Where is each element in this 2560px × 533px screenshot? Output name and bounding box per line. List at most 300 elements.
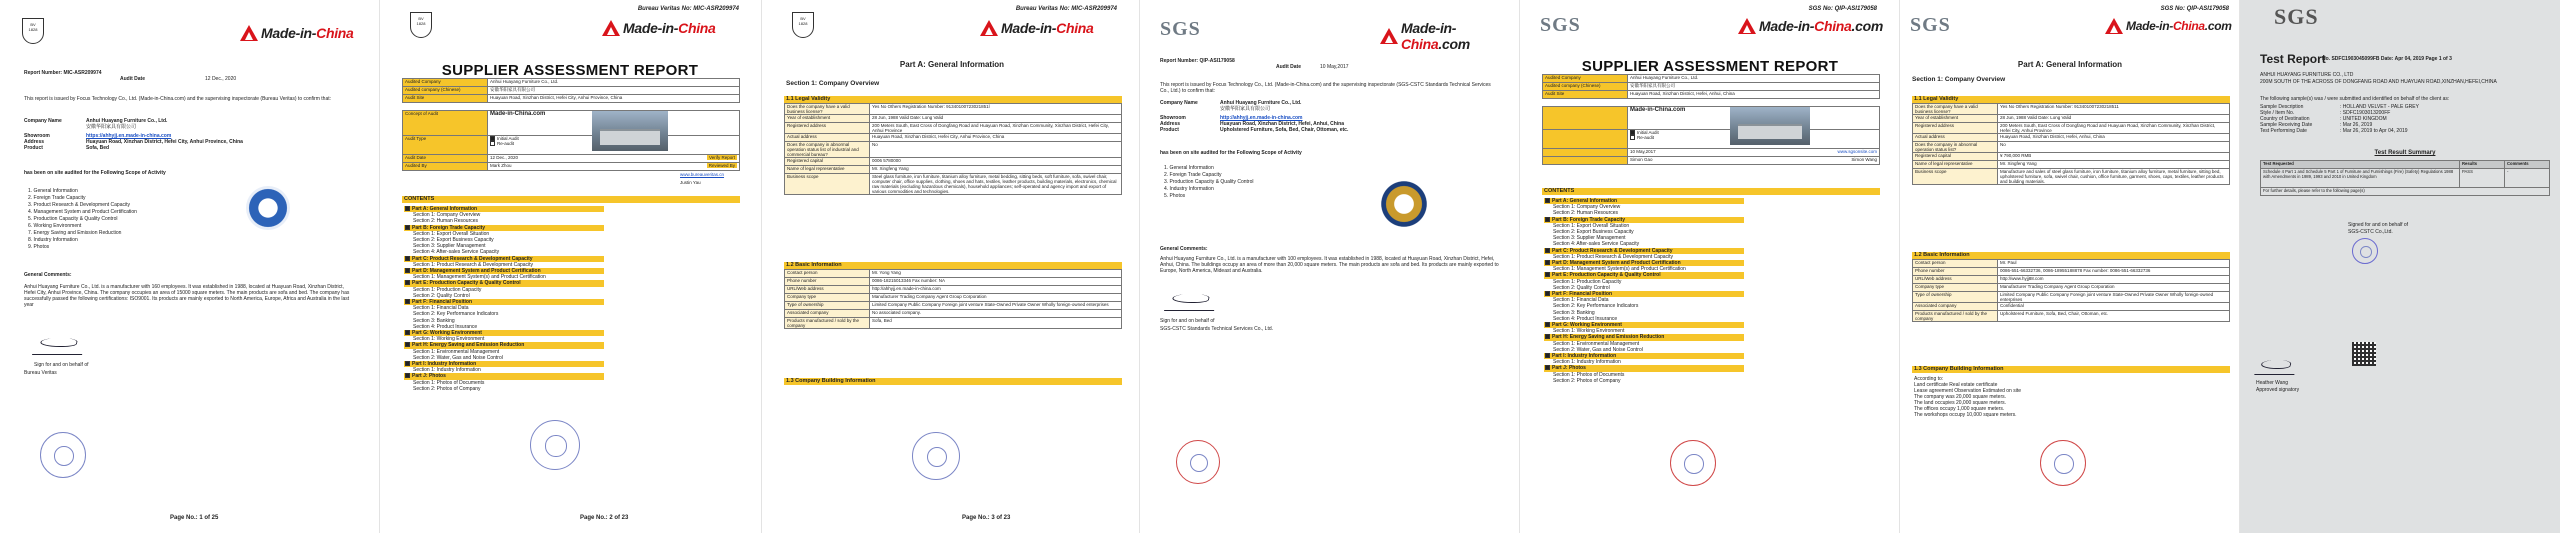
contents-section: Section 4: Product Insurance — [413, 323, 478, 330]
building-line: Land certificate Real estate certificate — [1914, 382, 1998, 388]
row-label: Actual address — [785, 134, 870, 142]
contents-section: Section 1: Production Capacity — [1553, 278, 1622, 285]
checkbox-icon — [405, 330, 410, 335]
contents-section: Section 1: Management System(s) and Product Certification — [1553, 266, 1686, 273]
report-number: SGS No: QIP-ASI179058 — [2160, 6, 2229, 12]
table-row — [1913, 115, 2230, 123]
address-value: Huayuan Road, Xinzhan District, Hefei City, Anhui Province, China — [86, 139, 243, 145]
report-page-3 — [762, 0, 1140, 533]
contents-section: Section 1: Production Capacity — [413, 286, 482, 293]
row-label: Phone number — [785, 278, 870, 286]
qr-code — [2352, 342, 2376, 366]
basic-info-table — [784, 269, 1122, 329]
contents-part: Part C: Product Research & Development Capacity — [404, 256, 604, 262]
summary-title: Test Result Summary — [2374, 150, 2436, 156]
sample-label: Style / Item No. — [2260, 110, 2295, 116]
sample-value: : UNITED KINGDOM — [2340, 116, 2387, 122]
table-row — [785, 294, 1122, 302]
contents-section: Section 1: Export Overall Situation — [413, 230, 490, 237]
audit-date: 10 May,2017 — [1320, 64, 1349, 70]
legal-validity-header: 1.1 Legal Validity — [784, 96, 1122, 103]
general-comments: Anhui Huayang Furniture Co., Ltd. is a manufacturer with 100 employees. It was established in 1988, located at Huayuan Road, Xinzhan District, Hefei, Anhui, China. The buildings occupy an area of more than 20,000 square meters. The main products are sofa and bed. Its products are mainly exported to Europe, North America, Mideast and Australia. — [1160, 256, 1499, 274]
contents-section: Section 2: Human Resources — [1553, 210, 1619, 217]
checkbox-icon — [405, 256, 410, 261]
sign-on-behalf: Sign for and on behalf of — [34, 362, 89, 368]
general-comments: Anhui Huayang Furniture Co., Ltd. is a manufacturer with 160 employees. It was established in 1988, located at Huayuan Road, Xinzhan District, Hefei City, Anhui Province, China. The company occupies an area of 15000 square meters. The main products are sofa and bed. The company has successfully passed the following certifications: ISO9001. Its products are mainly exported to North America, Europe, Africa and Australia in the last year — [24, 284, 350, 308]
section-title: Section 1: Company Overview — [1912, 76, 2006, 83]
contents-section: Section 2: Export Business Capacity — [1553, 229, 1634, 236]
row-value: http://www.hyjj88.com — [1998, 276, 2230, 284]
row-value: http://ahhyjj.en.made-in-china.com — [870, 286, 1122, 294]
checkbox-icon — [405, 373, 410, 378]
applicant-address: 200M SOUTH OF THE ACROSS OF DONGFANG ROAD AND HUAYUAN ROAD,XINZHAN,HEFEI,CHINA — [2260, 79, 2497, 85]
row-value: Yes No Others Registration Number: 913401007230218511 — [1998, 104, 2230, 115]
basic-info-header: 1.2 Basic Information — [784, 262, 1122, 269]
table-row — [1913, 169, 2230, 185]
company-building-photo — [592, 111, 668, 151]
table-row — [1913, 104, 2230, 115]
row-label: Type of ownership — [1913, 292, 1998, 303]
contents-section: Section 1: Company Overview — [1553, 204, 1621, 211]
building-info-header: 1.3 Company Building Information — [1912, 366, 2230, 373]
row-value: 0006 5780000 — [870, 158, 1122, 166]
checkbox-icon — [1545, 198, 1550, 203]
contents-part: Part H: Energy Saving and Emission Reduction — [404, 342, 604, 348]
contents-part: Part A: General Information — [1544, 198, 1744, 204]
contents-section: Section 3: Supplier Management — [413, 243, 486, 250]
contents-section: Section 2: Quality Control — [1553, 284, 1610, 291]
building-line: The workshops occupy 10,000 square meters. — [1914, 412, 2017, 418]
table-row — [1913, 142, 2230, 153]
scope-list — [28, 188, 137, 251]
official-stamp — [2040, 440, 2086, 486]
checkbox-icon — [1545, 334, 1550, 339]
test-report-number: No. SDFC1903045099FB Date: Apr 04, 2019 Page 1 of 3 — [2322, 56, 2452, 62]
company-name-cn: 安徽华阳家具有限公司 — [86, 124, 137, 130]
checkbox-icon — [1545, 217, 1550, 222]
report-page-1: BV 1828 Made-in-China Report Number: MIC-ASR209974 Audit Date 12 Dec., 2020 This report is issued by Focus Technology Co., Ltd. (Made-in-China.com) and the supervising inspectorate (Bureau Veritas) to confirm that: Company Name Anhui Huayang Furniture Co., Ltd. 安徽华阳家具有限公司 Showroom https://ahhyjj.en.made-in-china.com Address Huayuan Road, Xinzhan District, Hefei City, Anhui Province, China Product Sofa, Bed has been on site audited for the Following Scope of Activity 1. General Information 2. Foreign Trade Capacity 3. Product Research & Development Capacity 4. Management System and Product Certification 5. Production Capacity & Quality Control 6. Working Environment 7. Energy Saving and Emission Reduction 8. Industry Information 9. Photos General Comments: Anhui Huayang Furniture Co., Ltd. is a manufacturer with 160 employees. It was established in 1988, located at Huayuan Road, Xinzhan District, Hefei City, Anhui Province, China. The company occupies an area of 15000 square meters. The main products are sofa and bed. The company has successfully passed the following certifications: ISO9001. Its products are mainly exported to North America, Europe, Africa and Australia in the last year Sign for and on behalf of Bureau Veritas Page No.: 1 of 25 — [0, 0, 380, 533]
building-line: The offices occupy 1,000 square meters. — [1914, 406, 2005, 412]
sample-label: Country of Destination — [2260, 116, 2310, 122]
checkbox-icon — [1545, 291, 1550, 296]
sample-value: : SDFC1903013200FF — [2340, 110, 2391, 116]
row-value: No associated company. — [870, 310, 1122, 318]
sample-label: Test Performing Date — [2260, 128, 2307, 134]
contents-part: Part E: Production Capacity & Quality Control — [404, 280, 604, 286]
row-label: Associated company — [785, 310, 870, 318]
table-row — [1913, 292, 2230, 303]
contents-section: Section 2: Water, Gas and Noise Control — [1553, 346, 1643, 353]
row-label: Year of establishment — [785, 115, 870, 123]
audited-supplier-medal-icon — [1380, 180, 1428, 228]
scope-list — [1164, 165, 1254, 200]
row-value: 28 Jun, 1988 Valid Date: Long Valid — [870, 115, 1122, 123]
checkbox-icon — [405, 361, 410, 366]
table-row — [785, 104, 1122, 115]
table-row — [1913, 153, 2230, 161]
scope-item: 9. Photos — [28, 244, 50, 250]
checkbox-icon — [405, 268, 410, 273]
general-comments-label: General Comments: — [24, 272, 72, 278]
sign-org: Bureau Veritas — [24, 370, 57, 376]
sgs-logo: SGS — [1160, 18, 1201, 40]
table-row — [1913, 268, 2230, 276]
row-value: Mr. Paul — [1998, 260, 2230, 268]
contents-section: Section 1: Product Research & Development Capacity — [413, 261, 534, 268]
company-name: Anhui Huayang Furniture Co., Ltd. — [86, 118, 168, 124]
address-value: Huayuan Road, Xinzhan District, Hefei, Anhui, China — [1220, 121, 1344, 127]
basic-info-table — [1912, 259, 2230, 322]
report-title: SUPPLIER ASSESSMENT REPORT — [441, 62, 699, 79]
contents-section: Section 1: Industry Information — [413, 367, 481, 374]
row-value: 200 Meters South, East Cross of Dongfang Road and Huayuan Road, Xinzhan Community, Xinzhan District, Hefei City, Anhui Province — [1998, 123, 2230, 134]
row-label: Name of legal representative — [1913, 161, 1998, 169]
contents-part: Part C: Product Research & Development Capacity — [1544, 248, 1744, 254]
assessment-medal-icon — [246, 186, 290, 230]
table-row — [1913, 284, 2230, 292]
test-summary-table: Test Requested Results Comments Schedule 4 Part 1 and Schedule 5 Part 1 of Furniture and Furnishings (Fire) (Safety) Regulations 1988 with Amendments in 1989, 1993 and 2010 in United Kingdom PASS - For further details, please refer to the following page(s) — [2260, 160, 2550, 196]
contents-section: Section 1: Industry Information — [1553, 359, 1621, 366]
row-value: 0086-551-66332736, 0086-18955188878 Fax number: 0086-551-66332736 — [1998, 268, 2230, 276]
row-value: ¥ 790,000 RMB — [1998, 153, 2230, 161]
applicant-name: ANHUI HUAYANG FURNITURE CO., LTD — [2260, 72, 2354, 78]
contents-part: Part F: Financial Position — [404, 299, 604, 305]
legal-validity-table — [784, 103, 1122, 195]
contents-part: Part A: General Information — [404, 206, 604, 212]
row-label: Does the company have a valid business license? — [1913, 104, 1998, 115]
scope-item: 5. Production Capacity & Quality Control — [28, 216, 118, 222]
table-row — [785, 270, 1122, 278]
contents-section: Section 4: After-sales Service Capacity — [413, 249, 500, 256]
contents-section: Section 1: Export Overall Situation — [1553, 222, 1630, 229]
scope-item: 6. Working Environment — [28, 223, 82, 229]
table-row — [1913, 123, 2230, 134]
contents-section: Section 1: Photos of Documents — [413, 379, 485, 386]
official-stamp — [2352, 238, 2378, 264]
contents-part: Part G: Working Environment — [1544, 322, 1744, 328]
contents-section: Section 1: Management System(s) and Product Certification — [413, 274, 546, 281]
sample-label: Sample Receiving Date — [2260, 122, 2313, 128]
table-row — [785, 174, 1122, 195]
scope-item: 3. Production Capacity & Quality Control — [1164, 179, 1254, 185]
table-row — [1913, 260, 2230, 268]
building-line: The company was 20,000 square meters. — [1914, 394, 2006, 400]
contents-part: Part H: Energy Saving and Emission Reduction — [1544, 334, 1744, 340]
row-label: Type of ownership — [785, 302, 870, 310]
product-value: Upholstered Furniture, Sofa, Bed, Chair, Ottoman, etc. — [1220, 127, 1349, 133]
sample-intro: The following sample(s) was / were submitted and identified on behalf of the client as: — [2260, 96, 2450, 102]
scope-item: 7. Energy Saving and Emission Reduction — [28, 230, 122, 236]
general-comments-label: General Comments: — [1160, 246, 1208, 252]
checkbox-icon — [1545, 322, 1550, 327]
contents-section: Section 1: Photos of Documents — [1553, 371, 1625, 378]
page-number: Page No.: 1 of 25 — [170, 515, 219, 521]
row-label: Contact person — [1913, 260, 1998, 268]
row-label: Registered address — [1913, 123, 1998, 134]
row-value: Manufacturer Trading Company Agent Group Corporation — [870, 294, 1122, 302]
row-label: Products manufactured / sold by the company — [1913, 311, 1998, 322]
contents-part: Part G: Working Environment — [404, 330, 604, 336]
part-title: Part A: General Information — [899, 60, 1005, 69]
contents-section: Section 4: After-sales Service Capacity — [1553, 241, 1640, 248]
official-stamp — [530, 420, 580, 470]
audit-date: 12 Dec., 2020 — [205, 76, 237, 82]
reviewed-by: Justin Yau — [680, 180, 701, 185]
row-value: Manufacture and sales of steel glass furniture, iron furniture, titanium alloy furniture, metal furniture, sitting bed, upholstered furniture, sofa, swivel chair, cushion, office furniture, garment, shoes, caps, textiles, leather products and building materials. — [1998, 169, 2230, 185]
row-value: No — [1998, 142, 2230, 153]
made-in-china-logo: Made-in-China.com — [1738, 18, 1883, 34]
audit-details-table: Made-in-China.com Initial Audit Re-audit 10 May,2017 www.sgsonsite.com Simon Gao Simon Wang — [1542, 106, 1880, 165]
report-number: Bureau Veritas No: MIC-ASR209974 — [637, 6, 739, 12]
sample-value: : Mar 26, 2019 to Apr 04, 2019 — [2340, 128, 2408, 134]
table-row — [785, 115, 1122, 123]
contents-header: CONTENTS — [402, 196, 740, 203]
table-row — [785, 158, 1122, 166]
row-value: Huayuan Road, Xinzhan District, Hefei, Anhui, China — [1998, 134, 2230, 142]
contents-section: Section 1: Financial Data — [413, 305, 469, 312]
contents-part: Part J: Photos — [1544, 365, 1744, 371]
intro-text: This report is issued by Focus Technology Co., Ltd. (Made-in-China.com) and the supervising inspectorate (Bureau Veritas) to confirm that: — [24, 96, 331, 102]
made-in-china-logo: Made-in-China — [980, 20, 1094, 36]
page-number: Page No.: 3 of 23 — [962, 515, 1011, 521]
row-value: Yes No Others Registration Number: 91340100723021851l — [870, 104, 1122, 115]
sgs-logo: SGS — [2274, 4, 2319, 29]
building-line: According to: — [1914, 376, 1944, 382]
row-label: Year of establishment — [1913, 115, 1998, 123]
building-line: The land occupies 20,000 square meters. — [1914, 400, 2006, 406]
legal-validity-table — [1912, 103, 2230, 185]
contents-section: Section 1: Financial Data — [1553, 297, 1609, 304]
contents-list — [404, 206, 604, 392]
contents-section: Section 2: Key Performance Indicators — [1553, 303, 1639, 310]
row-label: Actual address — [1913, 134, 1998, 142]
contents-part: Part B: Foreign Trade Capacity — [1544, 217, 1744, 223]
table-row — [785, 123, 1122, 134]
row-value: No — [870, 142, 1122, 158]
showroom-link[interactable]: http://ahhyjj.en.made-in-china.com — [1220, 115, 1303, 121]
contents-part: Part J: Photos — [404, 373, 604, 379]
row-label: Business scope — [785, 174, 870, 195]
contents-list — [1544, 198, 1744, 384]
contents-section: Section 1: Environmental Management — [1553, 340, 1640, 347]
intro-text: This report is issued by Focus Technology Co., Ltd. (Made-in-China.com) and the supervising inspectorate (SGS-CSTC Standards Technical Services Co., Ltd.) to confirm that: — [1160, 82, 1491, 94]
sign-org: SGS-CSTC Co.,Ltd. — [2348, 229, 2393, 235]
scope-item: 1. General Information — [28, 188, 78, 194]
contents-section: Section 2: Quality Control — [413, 292, 470, 299]
table-row — [1913, 311, 2230, 322]
row-value: 0086-18215013346 Fax number: NA — [870, 278, 1122, 286]
building-info-text — [1914, 376, 2214, 418]
official-stamp — [40, 432, 86, 478]
bureau-veritas-logo: BV 1828 — [410, 12, 432, 38]
table-row — [785, 278, 1122, 286]
signature — [1164, 296, 1218, 311]
table-row — [785, 302, 1122, 310]
section-title: Section 1: Company Overview — [786, 80, 880, 87]
scope-item: 8. Industry Information — [28, 237, 78, 243]
contents-section: Section 2: Export Business Capacity — [413, 237, 494, 244]
table-row — [785, 134, 1122, 142]
bureau-veritas-logo: BV 1828 — [792, 12, 814, 38]
checkbox-icon — [405, 342, 410, 347]
page-number: Page No.: 2 of 23 — [580, 515, 629, 521]
company-name-cn: 安徽华阳家具有限公司 — [1220, 106, 1271, 112]
scope-item: 3. Product Research & Development Capacity — [28, 202, 130, 208]
sample-value: : HOLLAND VELVET - PALE GREY — [2340, 104, 2419, 110]
row-label: Registered capital — [785, 158, 870, 166]
report-page-6 — [1900, 0, 2240, 533]
contents-section: Section 3: Banking — [413, 317, 455, 324]
table-row — [785, 318, 1122, 329]
contents-part: Part I: Industry Information — [404, 361, 604, 367]
audit-details-table: Concept of Audit Made-in-China.com Audit Type Initial Audit Re-audit Audit Date 12 Dec., 2020 Verify Report Audited By Mark Zhou Reviewed By — [402, 110, 740, 171]
row-value: Confidential — [1998, 303, 2230, 311]
scope-item: 1. General Information — [1164, 165, 1214, 171]
sign-org: SGS-CSTC Standards Technical Services Co., Ltd. — [1160, 326, 1274, 332]
checkbox-icon — [1545, 260, 1550, 265]
made-in-china-logo: Made-in-China — [602, 20, 716, 36]
row-value: Steel glass furniture, iron furniture, titanium alloy furniture, metal bedding, sitting beds, soft furniture, sofa, swivel chair, computer chair, office supplies, clothing, shoes and hats, textiles, leather products, building materials, electronics, chemical raw materials (excluding hazardous chemicals), household appliances; self-operated and agency import and export of various commodities and technologies. — [870, 174, 1122, 195]
product-value: Sofa, Bed — [86, 145, 110, 151]
approver-name: Heather Wang — [2256, 380, 2289, 386]
row-value: Mr. Xingfeng Yang — [1998, 161, 2230, 169]
row-label: Registered address — [785, 123, 870, 134]
sign-for: Signed for and on behalf of — [2348, 222, 2409, 228]
official-stamp — [1670, 440, 1716, 486]
table-row — [1913, 276, 2230, 284]
showroom-link[interactable]: https://ahhyjj.en.made-in-china.com — [86, 133, 172, 139]
sign-on-behalf: Sign for and on behalf of — [1160, 318, 1215, 324]
verify-report-link[interactable]: www.bureauveritas.cn — [680, 172, 725, 177]
contents-section: Section 3: Banking — [1553, 309, 1595, 316]
contents-part: Part E: Production Capacity & Quality Control — [1544, 272, 1744, 278]
scope-item: 2. Foreign Trade Capacity — [1164, 172, 1222, 178]
contents-section: Section 1: Environmental Management — [413, 348, 500, 355]
signature — [32, 340, 86, 355]
row-label: Registered capital — [1913, 153, 1998, 161]
scope-item: 5. Photos — [1164, 193, 1186, 199]
row-value: Mr. Yong Yang — [870, 270, 1122, 278]
contents-part: Part F: Financial Position — [1544, 291, 1744, 297]
contents-section: Section 1: Product Research & Development Capacity — [1553, 253, 1674, 260]
row-value: 28 Jun, 1988 Valid Date: Long Valid — [1998, 115, 2230, 123]
company-building-photo — [1730, 107, 1810, 145]
sample-details — [2260, 104, 2550, 134]
sgs-logo: SGS — [1540, 14, 1581, 36]
checkbox-icon — [405, 225, 410, 230]
row-value: Manufacturer Trading Company Agent Group Corporation — [1998, 284, 2230, 292]
sample-row — [2260, 128, 2550, 134]
table-row — [1913, 161, 2230, 169]
checkbox-icon — [1545, 365, 1550, 370]
row-value: Limited Company Public Company Foreign joint venture State-Owned Private Owner Wholly foreign-owned enterprises — [870, 302, 1122, 310]
row-label: Associated company — [1913, 303, 1998, 311]
table-row — [785, 142, 1122, 158]
row-label: Company type — [1913, 284, 1998, 292]
audit-info-table: Audited Company Anhui Huayang Furniture Co., Ltd. Audited company (Chinese) 安徽华阳家具有限公司 Audit Site Huayuan Road, Xinzhan District, Hefei City, Anhui Province, China — [402, 78, 740, 103]
report-number: SGS No: QIP-ASI179058 — [1808, 6, 1877, 12]
contents-section: Section 2: Water, Gas and Noise Control — [413, 354, 503, 361]
contents-section: Section 2: Human Resources — [413, 218, 479, 225]
row-label: Name of legal representative — [785, 166, 870, 174]
contents-section: Section 2: Key Performance Indicators — [413, 311, 499, 318]
row-value: Sofa, Bed — [870, 318, 1122, 329]
report-page-5 — [1520, 0, 1900, 533]
checkbox-icon — [1545, 272, 1550, 277]
row-label: Does the company have a valid business license? — [785, 104, 870, 115]
scope-intro: has been on site audited for the Following Scope of Activity — [1160, 150, 1302, 156]
checkbox-icon — [405, 280, 410, 285]
made-in-china-logo: Made-in-China — [240, 25, 354, 41]
approver-title: Approved signatory — [2256, 387, 2300, 393]
contents-section: Section 1: Working Environment — [1553, 328, 1625, 335]
scope-item: 4. Management System and Product Certification — [28, 209, 137, 215]
contents-section: Section 2: Photos of Company — [413, 385, 481, 392]
test-report-page — [2240, 0, 2560, 533]
contents-section: Section 2: Photos of Company — [1553, 377, 1621, 384]
audit-date-label: Audit Date — [120, 76, 145, 82]
contents-part: Part I: Industry Information — [1544, 353, 1744, 359]
contents-header: CONTENTS — [1542, 188, 1880, 195]
checkbox-icon — [1545, 248, 1550, 253]
row-value: Upholstered Furniture, Sofa, Bed, Chair, Ottoman, etc. — [1998, 311, 2230, 322]
test-report-title: Test Report — [2260, 52, 2326, 66]
made-in-china-logo: Made-in-China.com — [1380, 20, 1519, 52]
row-label: Contact person — [785, 270, 870, 278]
sample-label: Sample Description — [2260, 104, 2304, 110]
report-title: SUPPLIER ASSESSMENT REPORT — [1581, 58, 1839, 75]
official-stamp — [1176, 440, 1220, 484]
table-row — [785, 310, 1122, 318]
contents-section: Section 4: Product Insurance — [1553, 315, 1618, 322]
contents-part: Part B: Foreign Trade Capacity — [404, 225, 604, 231]
sgs-logo: SGS — [1910, 14, 1951, 36]
contents-part: Part D: Management System and Product Certification — [1544, 260, 1744, 266]
audit-date-label: Audit Date — [1276, 64, 1301, 70]
row-value: 200 Meters South, East Cross of Dongfang Road and Huayuan Road, Xinzhan Community, Xinzhan District, Hefei City, Anhui Province — [870, 123, 1122, 134]
row-label: Company type — [785, 294, 870, 302]
signature — [2254, 362, 2297, 375]
building-info-header: 1.3 Company Building Information — [784, 378, 1122, 385]
contents-section: Section 1: Company Overview — [413, 212, 481, 219]
row-value: Huayuan Road, Xinzhan District, Hefei City, Anhui Province, China — [870, 134, 1122, 142]
official-stamp — [912, 432, 960, 480]
table-row — [1913, 303, 2230, 311]
contents-section: Section 3: Supplier Management — [1553, 235, 1626, 242]
report-page-2 — [380, 0, 762, 533]
report-number: Report Number: MIC-ASR209974 — [24, 70, 102, 76]
row-label: Phone number — [1913, 268, 1998, 276]
contents-part: Part D: Management System and Product Certification — [404, 268, 604, 274]
table-row — [1913, 134, 2230, 142]
row-value: Mr. Xingfeng Yang — [870, 166, 1122, 174]
report-page-4: SGS Made-in-China.com Report Number: QIP-ASI179058 Audit Date 10 May,2017 This report is issued by Focus Technology Co., Ltd. (Made-in-China.com) and the supervising inspectorate (SGS-CSTC Standards Technical Services Co., Ltd.) to confirm that: Company Name Anhui Huayang Furniture Co., Ltd. 安徽华阳家具有限公司 Showroom http://ahhyjj.en.made-in-china.com Address Huayuan Road, Xinzhan District, Hefei, Anhui, China Product Upholstered Furniture, Sofa, Bed, Chair, Ottoman, etc. has been on site audited for the Following Scope of Activity 1. General Information 2. Foreign Trade Capacity 3. Production Capacity & Quality Control 4. Industry Information 5. Photos General Comments: Anhui Huayang Furniture Co., Ltd. is a manufacturer with 100 employees. It was established in 1988, located at Huayuan Road, Xinzhan District, Hefei, Anhui, China. The buildings occupy an area of more than 20,000 square meters. The main products are sofa and bed. Its products are mainly exported to Europe, North America, Mideast and Australia. Sign for and on behalf of SGS-CSTC Standards Technical Services Co., Ltd. — [1140, 0, 1520, 533]
legal-validity-header: 1.1 Legal Validity — [1912, 96, 2230, 103]
contents-section: Section 1: Working Environment — [413, 336, 485, 343]
row-value: Limited Company Public Company Foreign joint venture State-Owned Private Owner Wholly foreign-owned enterprises — [1998, 292, 2230, 303]
row-label: URL/Web address — [785, 286, 870, 294]
company-name: Anhui Huayang Furniture Co., Ltd. — [1220, 100, 1302, 106]
scope-intro: has been on site audited for the Following Scope of Activity — [24, 170, 166, 176]
row-label: Business scope — [1913, 169, 1998, 185]
scope-item: 2. Foreign Trade Capacity — [28, 195, 86, 201]
table-row — [785, 286, 1122, 294]
row-label: Does the company in abnormal operation status list? — [1913, 142, 1998, 153]
made-in-china-logo: Made-in-China.com — [2105, 18, 2232, 34]
audit-info-table: Audited Company Anhui Huayang Furniture Co., Ltd. Audited company (Chinese) 安徽华阳家具有限公司 Audit Site Huayuan Road, Xinzhan District, Hefei, Anhui, China — [1542, 74, 1880, 99]
report-number: Report Number: QIP-ASI179058 — [1160, 58, 1235, 64]
part-title: Part A: General Information — [2017, 60, 2123, 69]
